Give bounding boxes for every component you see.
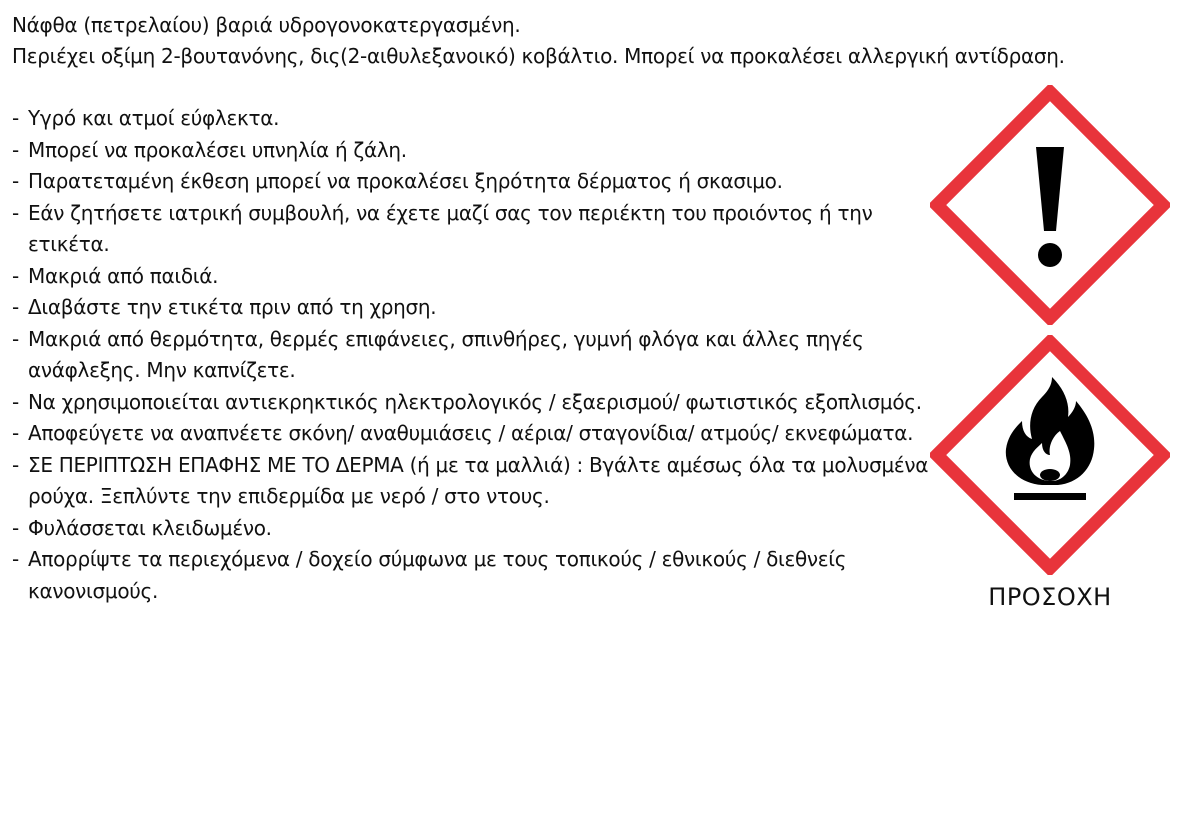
- statement-item: - Να χρησιμοποιείται αντιεκρηκτικός ηλεκτρολογικός / εξαερισμού/ φωτιστικός εξοπλισμός.: [12, 387, 952, 419]
- statement-item: - Διαβάστε την ετικέτα πριν από τη χρηση.: [12, 292, 952, 324]
- flame-pictogram-svg: [930, 335, 1170, 575]
- statement-item: - Μπορεί να προκαλέσει υπνηλία ή ζάλη.: [12, 135, 952, 167]
- statement-item: - Υγρό και ατμοί εύφλεκτα.: [12, 103, 952, 135]
- hazard-statements-list: [12, 103, 952, 607]
- statement-item: - Αποφεύγετε να αναπνέετε σκόνη/ αναθυμιάσεις / αέρια/ σταγονίδια/ ατμούς/ εκνεφώματα.: [12, 418, 952, 450]
- signal-word: ΠΡΟΣΟΧΗ: [988, 583, 1112, 611]
- flame-icon: [930, 335, 1170, 575]
- statement-item: - Εάν ζητήσετε ιατρική συμβουλή, να έχετε μαζί σας τον περιέκτη του προιόντος ή την ετικέτα.: [12, 198, 952, 261]
- allergen-notice: Περιέχει οξίμη 2-βουτανόνης, δις(2-αιθυλεξανοικό) κοβάλτιο. Μπορεί να προκαλέσει αλλεργική αντίδραση.: [12, 44, 1065, 68]
- statement-item: - Παρατεταμένη έκθεση μπορεί να προκαλέσει ξηρότητα δέρματος ή σκασιμο.: [12, 166, 952, 198]
- statement-item: - Μακριά από παιδιά.: [12, 261, 952, 293]
- statement-item: - Απορρίψτε τα περιεχόμενα / δοχείο σύμφωνα με τους τοπικούς / εθνικούς / διεθνείς κανονισμούς.: [12, 544, 952, 607]
- product-name: Νάφθα (πετρελαίου) βαριά υδρογονοκατεργασμένη.: [12, 13, 521, 37]
- statement-item: - Φυλάσσεται κλειδωμένο.: [12, 513, 952, 545]
- exclamation-mark-icon: [930, 85, 1170, 325]
- exclamation-pictogram-svg: [930, 85, 1170, 325]
- statement-item: - ΣΕ ΠΕΡΙΠΤΩΣΗ ΕΠΑΦΗΣ ΜΕ ΤΟ ΔΕΡΜΑ (ή με τα μαλλιά) : Βγάλτε αμέσως όλα τα μολυσμένα ρούχα. Ξεπλύντε την επιδερμίδα με νερό / στο ντους.: [12, 450, 952, 513]
- statement-item: - Μακριά από θερμότητα, θερμές επιφάνειες, σπινθήρες, γυμνή φλόγα και άλλες πηγές ανάφλεξης. Μην καπνίζετε.: [12, 324, 952, 387]
